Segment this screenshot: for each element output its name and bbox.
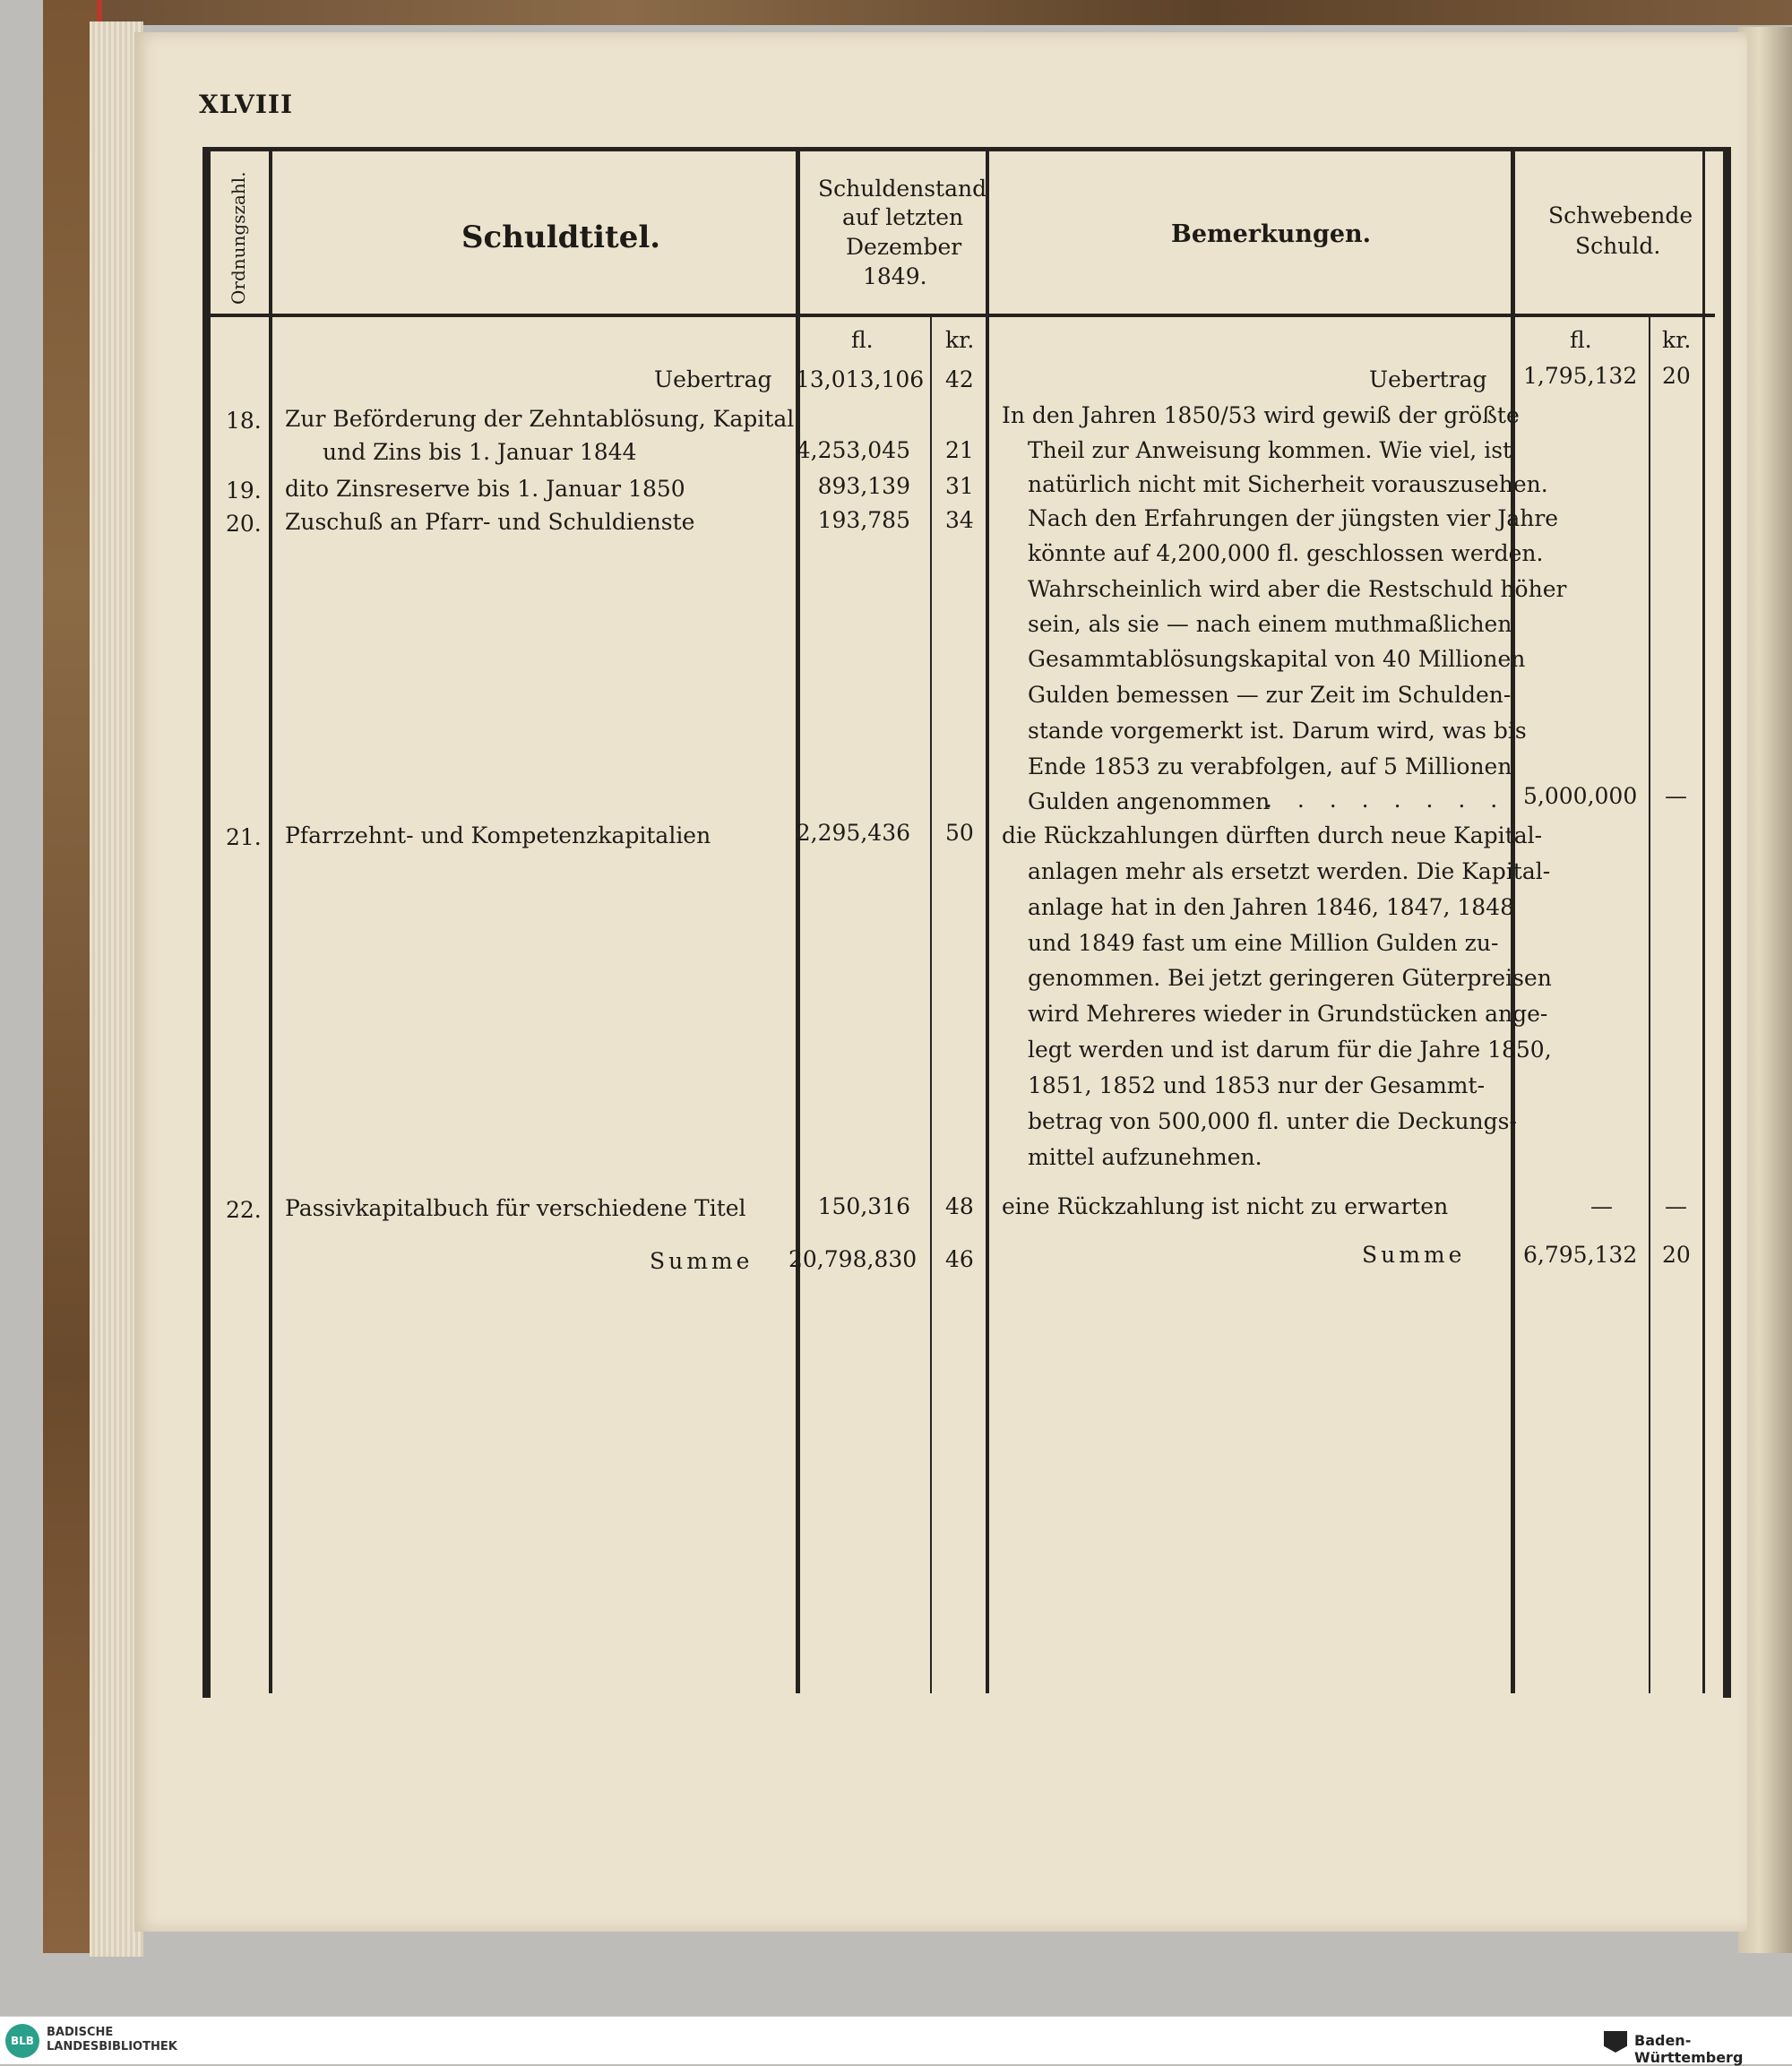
unit-fl: fl. [851,327,874,353]
header-rule [202,314,1715,317]
unit-fl-schwebend: fl. [1570,327,1592,353]
row-22-number: 22. [226,1197,262,1223]
col-line-bemerkungen [986,147,989,1693]
row-21-fl: 2,295,436 [796,820,910,846]
remark-2-line-2: anlagen mehr als ersetzt werden. Die Kapital- [1028,858,1551,884]
remark-1-dots: . . . . . . . . [1265,787,1507,813]
remark-2-line-3: anlage hat in den Jahren 1846, 1847, 1848 [1028,894,1515,920]
header-schwebende-1: Schwebende [1548,202,1693,228]
header-ordnungszahl [228,269,249,305]
row-21-number: 21. [226,824,262,850]
remark-1-line-10: stande vorgemerkt ist. Darum wird, was bis [1028,718,1527,744]
remark-1-line-5: könnte auf 4,200,000 fl. geschlossen werden. [1028,540,1544,566]
uebertrag-fl: 13,013,106 [796,366,925,392]
col-line-ordnung [269,147,272,1693]
remark-1-schwebend-kr: — [1665,783,1687,809]
state-name: Baden-Württemberg [1634,2032,1744,2066]
summe-fl: 20,798,830 [788,1246,918,1272]
row-18-title-1: Zur Beförderung der Zehntablösung, Kapital [285,406,795,432]
row-19-number: 19. [226,478,262,504]
row-22-title: Passivkapitalbuch für verschiedene Titel [285,1195,746,1221]
summe-schwebend-kr: 20 [1662,1242,1691,1268]
uebertrag-kr: 42 [945,366,974,392]
col-line-schwebend [1511,147,1515,1693]
row-20-number: 20. [226,511,262,537]
remark-2-line-4: und 1849 fast um eine Million Gulden zu- [1028,930,1499,956]
header-schuldenstand-1: Schuldenstand [818,176,987,202]
remark-2-line-5: genommen. Bei jetzt geringeren Güterpreisen [1028,965,1552,991]
row-21-title: Pfarrzehnt- und Kompetenzkapitalien [285,822,711,848]
summe-schwebend-fl: 6,795,132 [1523,1242,1638,1268]
header-schuldenstand-2: auf letzten [842,204,964,230]
remark-1-line-4: Nach den Erfahrungen der jüngsten vier Jahre [1028,505,1559,531]
remark-1-line-9: Gulden bemessen — zur Zeit im Schulden- [1028,682,1512,708]
library-name: BADISCHE LANDESBIBLIOTHEK [47,2026,177,2053]
remark-1-line-12: Gulden angenommen [1028,788,1271,814]
remark-1-line-8: Gesammtablösungskapital von 40 Millionen [1028,646,1526,672]
row-18-kr: 21 [945,437,974,463]
row-20-fl: 193,785 [817,507,910,533]
page-number: XLVIII [199,90,294,119]
uebertrag-schwebend-kr: 20 [1662,363,1691,389]
row-21-kr: 50 [945,820,974,846]
header-schwebende-2: Schuld. [1575,233,1661,259]
book-top-edge [45,0,1792,25]
uebertrag-remark-label: Uebertrag [1369,366,1487,392]
col-line-fl-kr [930,315,932,1693]
header-schuldenstand-3: Dezember [846,234,962,260]
remark-3-schwebend-fl: — [1590,1193,1613,1219]
header-schuldenstand-4: 1849. [863,263,927,289]
remark-2-line-6: wird Mehreres wieder in Grundstücken ange- [1028,1001,1548,1027]
remark-2-line-1: die Rückzahlungen dürften durch neue Kapital- [1002,822,1543,848]
header-schuldtitel: Schuldtitel. [461,220,661,255]
baden-wuerttemberg-crest-icon [1604,2031,1627,2053]
blb-logo: BLB [5,2024,39,2058]
row-20-title: Zuschuß an Pfarr- und Schuldienste [285,509,695,535]
uebertrag-label: Uebertrag [654,366,772,392]
col-line-schwebend-kr [1649,315,1650,1693]
remark-2-line-9: betrag von 500,000 fl. unter die Deckungs- [1028,1108,1517,1134]
row-18-fl: 4,253,045 [796,437,910,463]
footer-bar [0,2016,1792,2064]
remark-2-line-7: legt werden und ist darum für die Jahre 1850, [1028,1037,1552,1063]
remark-2-line-8: 1851, 1852 und 1853 nur der Gesammt- [1028,1072,1486,1098]
row-22-kr: 48 [945,1193,974,1219]
unit-kr: kr. [945,327,975,353]
header-bemerkungen: Bemerkungen. [1171,220,1372,248]
summe-remark-label: Summe [1362,1242,1466,1268]
remark-1-line-6: Wahrscheinlich wird aber die Restschuld höher [1028,576,1567,602]
uebertrag-schwebend-fl: 1,795,132 [1523,363,1638,389]
remark-2-line-10: mittel aufzunehmen. [1028,1144,1262,1170]
row-19-kr: 31 [945,473,974,499]
row-19-title: dito Zinsreserve bis 1. Januar 1850 [285,476,685,502]
frame-inner-right [1702,147,1705,1693]
row-19-fl: 893,139 [817,473,910,499]
remark-1-line-2: Theil zur Anweisung kommen. Wie viel, ist [1028,437,1512,463]
remark-3: eine Rückzahlung ist nicht zu erwarten [1002,1193,1449,1219]
unit-kr-schwebend: kr. [1662,327,1692,353]
remark-1-schwebend-fl: 5,000,000 [1523,783,1638,809]
row-18-title-2: und Zins bis 1. Januar 1844 [323,439,637,465]
remark-1-line-3: natürlich nicht mit Sicherheit vorauszusehen. [1028,471,1548,497]
remark-1-line-7: sein, als sie — nach einem muthmaßlichen [1028,611,1512,637]
summe-kr: 46 [945,1246,974,1272]
row-18-number: 18. [226,408,262,434]
summe-label: Summe [650,1248,754,1274]
row-22-fl: 150,316 [817,1193,910,1219]
remark-1-line-1: In den Jahren 1850/53 wird gewiß der größte [1002,402,1520,428]
remark-3-schwebend-kr: — [1665,1193,1687,1219]
row-20-kr: 34 [945,507,974,533]
remark-1-line-11: Ende 1853 zu verabfolgen, auf 5 Millionen [1028,753,1512,779]
